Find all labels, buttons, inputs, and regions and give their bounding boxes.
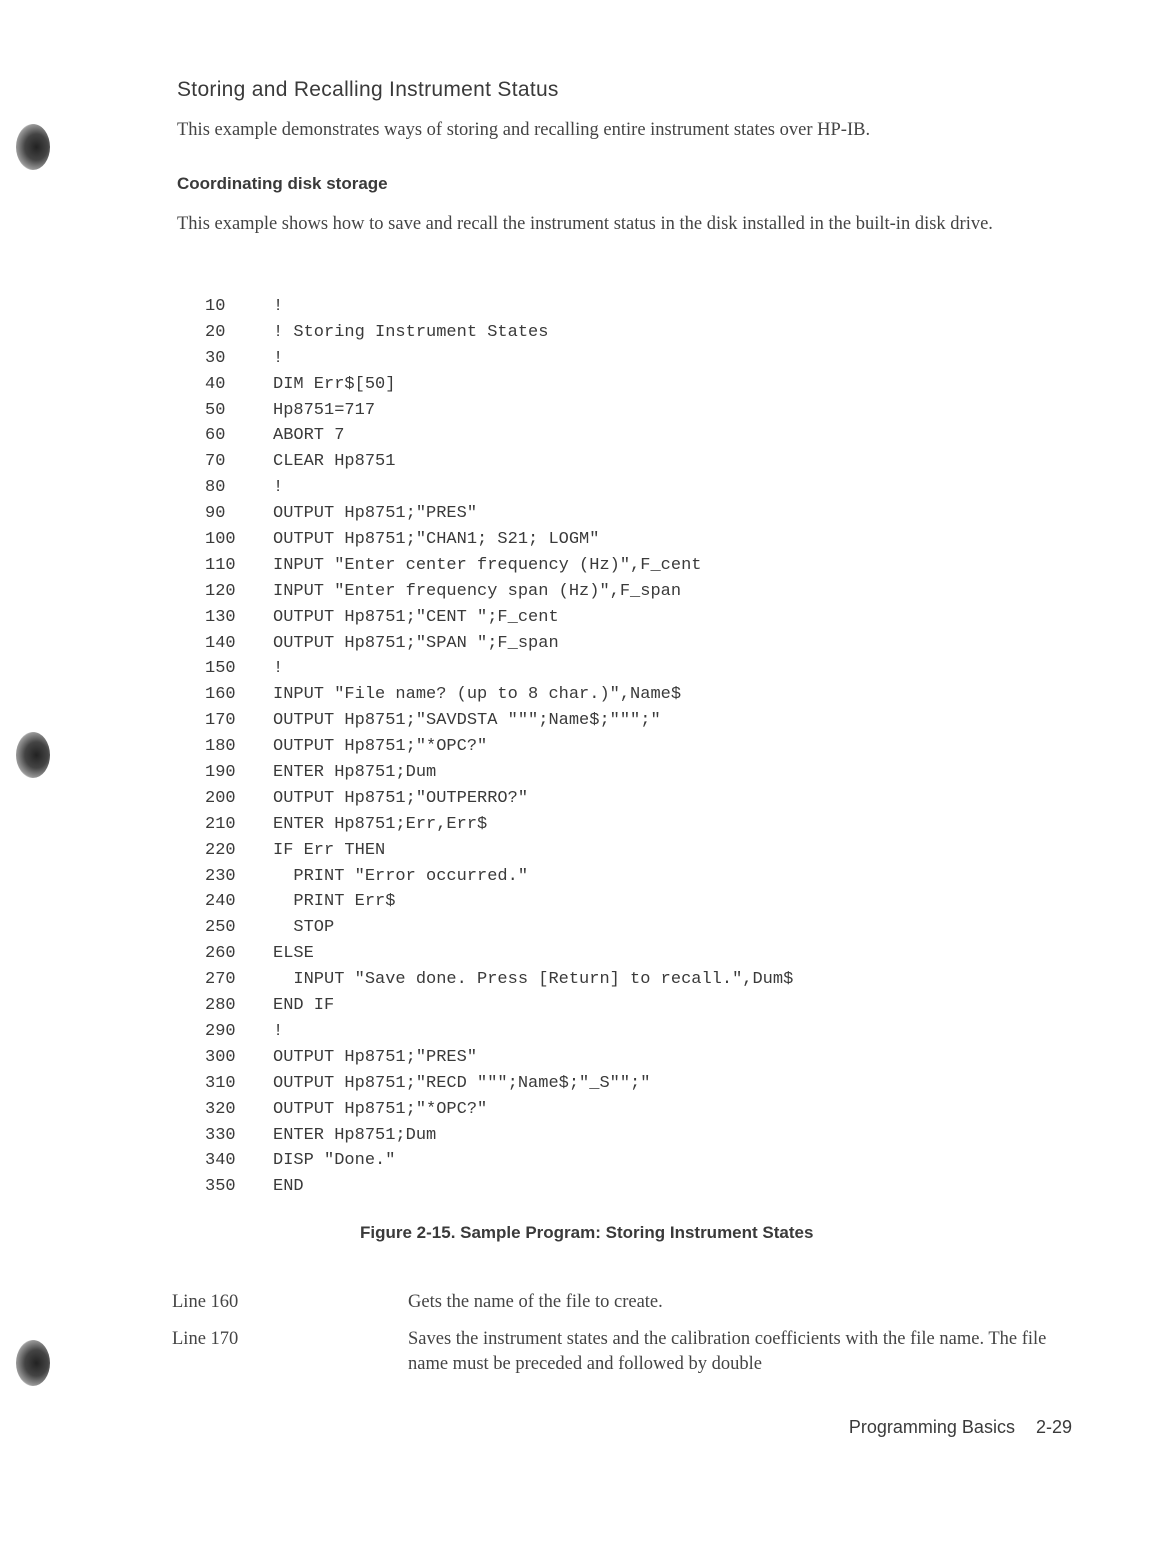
code-line-number: 110 bbox=[205, 555, 236, 575]
code-line-text: ABORT 7 bbox=[273, 426, 345, 446]
code-line-number: 320 bbox=[205, 1099, 236, 1119]
code-line-number: 350 bbox=[205, 1177, 236, 1197]
code-line-text: IF Err THEN bbox=[273, 840, 386, 860]
code-line bbox=[205, 682, 965, 708]
code-listing bbox=[205, 294, 965, 1200]
code-line-text: ! bbox=[273, 297, 284, 316]
code-line-text: INPUT "Enter center frequency (Hz)",F_cent bbox=[273, 555, 702, 575]
code-line-number: 230 bbox=[205, 866, 236, 886]
code-line-number: 180 bbox=[205, 737, 236, 757]
code-line bbox=[205, 1097, 965, 1123]
code-line bbox=[205, 915, 965, 941]
line-note-description: Saves the instrument states and the calibration coefficients with the file name. The file name must be preceded and followed by double bbox=[408, 1329, 1047, 1374]
code-line bbox=[205, 1123, 965, 1149]
code-line-text: OUTPUT Hp8751;"SPAN ";F_span bbox=[273, 633, 559, 653]
code-line bbox=[205, 423, 965, 449]
code-line bbox=[205, 889, 965, 915]
code-line bbox=[205, 967, 965, 993]
code-line-number: 170 bbox=[205, 711, 236, 731]
code-line-number: 310 bbox=[205, 1073, 236, 1093]
code-line-text: DISP "Done." bbox=[273, 1151, 396, 1171]
code-line-number: 120 bbox=[205, 581, 236, 601]
code-line-text: ENTER Hp8751;Dum bbox=[273, 1125, 437, 1145]
code-line-number: 40 bbox=[205, 374, 226, 394]
code-line bbox=[205, 760, 965, 786]
code-line-text: OUTPUT Hp8751;"*OPC?" bbox=[273, 737, 488, 757]
code-line bbox=[205, 1019, 965, 1045]
code-line-text: INPUT "Save done. Press [Return] to recall.",Dum$ bbox=[273, 970, 794, 990]
code-line-text: ENTER Hp8751;Dum bbox=[273, 763, 437, 783]
code-line bbox=[205, 941, 965, 967]
code-line-number: 100 bbox=[205, 530, 236, 550]
code-line-text: OUTPUT Hp8751;"OUTPERRO?" bbox=[273, 788, 529, 808]
line-note-description: Gets the name of the file to create. bbox=[408, 1292, 663, 1312]
code-line-text: PRINT "Error occurred." bbox=[273, 866, 529, 886]
code-line-text: END IF bbox=[273, 996, 335, 1016]
intro-paragraph: This example demonstrates ways of storing and recalling entire instrument states over HP-IB. bbox=[177, 120, 871, 140]
code-line-number: 10 bbox=[205, 297, 226, 316]
code-line bbox=[205, 631, 965, 657]
code-line-text: OUTPUT Hp8751;"PRES" bbox=[273, 1047, 478, 1067]
code-line bbox=[205, 346, 965, 372]
page-number: 2-29 bbox=[1035, 1417, 1072, 1437]
code-line bbox=[205, 501, 965, 527]
code-line-number: 130 bbox=[205, 607, 236, 627]
code-line-text: INPUT "Enter frequency span (Hz)",F_span bbox=[273, 581, 682, 601]
code-line-text: OUTPUT Hp8751;"CENT ";F_cent bbox=[273, 607, 559, 627]
code-line-number: 190 bbox=[205, 763, 236, 783]
code-line-number: 250 bbox=[205, 918, 236, 938]
code-line-number: 80 bbox=[205, 478, 226, 498]
footer-chapter-title: Programming Basics bbox=[848, 1417, 1015, 1437]
code-line-text: CLEAR Hp8751 bbox=[273, 452, 396, 472]
code-line-number: 260 bbox=[205, 944, 236, 964]
code-line-number: 50 bbox=[205, 400, 226, 420]
code-line-text: STOP bbox=[273, 918, 335, 938]
code-line bbox=[205, 864, 965, 890]
code-line bbox=[205, 605, 965, 631]
code-line-text: OUTPUT Hp8751;"*OPC?" bbox=[273, 1099, 488, 1119]
code-line-number: 20 bbox=[205, 322, 226, 342]
code-line-number: 280 bbox=[205, 996, 236, 1016]
line-note bbox=[172, 1290, 1072, 1315]
code-line-text: Hp8751=717 bbox=[273, 400, 376, 420]
code-line bbox=[205, 1148, 965, 1174]
code-line bbox=[205, 1071, 965, 1097]
code-line bbox=[205, 294, 965, 320]
code-line-text: ! bbox=[273, 1021, 284, 1041]
code-line-text: INPUT "File name? (up to 8 char.)",Name$ bbox=[273, 685, 682, 705]
code-line-text: PRINT Err$ bbox=[273, 892, 396, 912]
code-line-number: 200 bbox=[205, 788, 236, 808]
code-line-number: 30 bbox=[205, 348, 226, 368]
line-note-term: Line 160 bbox=[172, 1292, 239, 1312]
code-line-text: ! bbox=[273, 659, 284, 679]
code-line bbox=[205, 449, 965, 475]
code-line-text: OUTPUT Hp8751;"PRES" bbox=[273, 504, 478, 524]
code-line-text: ! Storing Instrument States bbox=[273, 322, 549, 342]
page-footer bbox=[849, 1417, 1072, 1438]
code-line-text: ! bbox=[273, 348, 284, 368]
code-line-text: OUTPUT Hp8751;"CHAN1; S21; LOGM" bbox=[273, 530, 600, 550]
binder-hole-middle bbox=[16, 732, 50, 778]
section-title: Storing and Recalling Instrument Status bbox=[177, 78, 559, 101]
code-line-number: 60 bbox=[205, 426, 226, 446]
code-line-text: END bbox=[273, 1177, 304, 1197]
code-line-number: 90 bbox=[205, 504, 226, 524]
code-line-text: OUTPUT Hp8751;"RECD """;Name$;"_S"";" bbox=[273, 1073, 651, 1093]
code-line-text: ! bbox=[273, 478, 284, 498]
code-line bbox=[205, 812, 965, 838]
code-line-number: 240 bbox=[205, 892, 236, 912]
code-line-text: ELSE bbox=[273, 944, 314, 964]
code-line-text: OUTPUT Hp8751;"SAVDSTA """;Name$;""";" bbox=[273, 711, 661, 731]
code-line bbox=[205, 734, 965, 760]
code-line bbox=[205, 320, 965, 346]
code-line-number: 160 bbox=[205, 685, 236, 705]
code-line-number: 70 bbox=[205, 452, 226, 472]
code-line-number: 270 bbox=[205, 970, 236, 990]
line-note bbox=[172, 1327, 1072, 1377]
code-line-number: 340 bbox=[205, 1151, 236, 1171]
subsection-paragraph: This example shows how to save and recall the instrument status in the disk installed in the built-in disk drive. bbox=[177, 214, 993, 234]
code-line-number: 290 bbox=[205, 1021, 236, 1041]
code-line-number: 150 bbox=[205, 659, 236, 679]
code-line bbox=[205, 372, 965, 398]
code-line bbox=[205, 708, 965, 734]
code-line bbox=[205, 993, 965, 1019]
code-line-number: 220 bbox=[205, 840, 236, 860]
code-line bbox=[205, 656, 965, 682]
code-line bbox=[205, 475, 965, 501]
line-notes bbox=[172, 1290, 1072, 1389]
binder-hole-top bbox=[16, 124, 50, 170]
code-line-text: ENTER Hp8751;Err,Err$ bbox=[273, 814, 488, 834]
code-line-number: 210 bbox=[205, 814, 236, 834]
code-line bbox=[205, 1045, 965, 1071]
line-note-term: Line 170 bbox=[172, 1329, 239, 1349]
code-line-number: 330 bbox=[205, 1125, 236, 1145]
code-line bbox=[205, 579, 965, 605]
figure-caption: Figure 2-15. Sample Program: Storing Instrument States bbox=[360, 1223, 814, 1242]
code-line bbox=[205, 398, 965, 424]
code-line-number: 140 bbox=[205, 633, 236, 653]
code-line bbox=[205, 527, 965, 553]
code-line bbox=[205, 838, 965, 864]
code-line bbox=[205, 1174, 965, 1200]
binder-hole-bottom bbox=[16, 1340, 50, 1386]
subsection-title: Coordinating disk storage bbox=[177, 174, 388, 193]
code-line bbox=[205, 786, 965, 812]
code-line-number: 300 bbox=[205, 1047, 236, 1067]
code-line bbox=[205, 553, 965, 579]
code-line-text: DIM Err$[50] bbox=[273, 374, 396, 394]
